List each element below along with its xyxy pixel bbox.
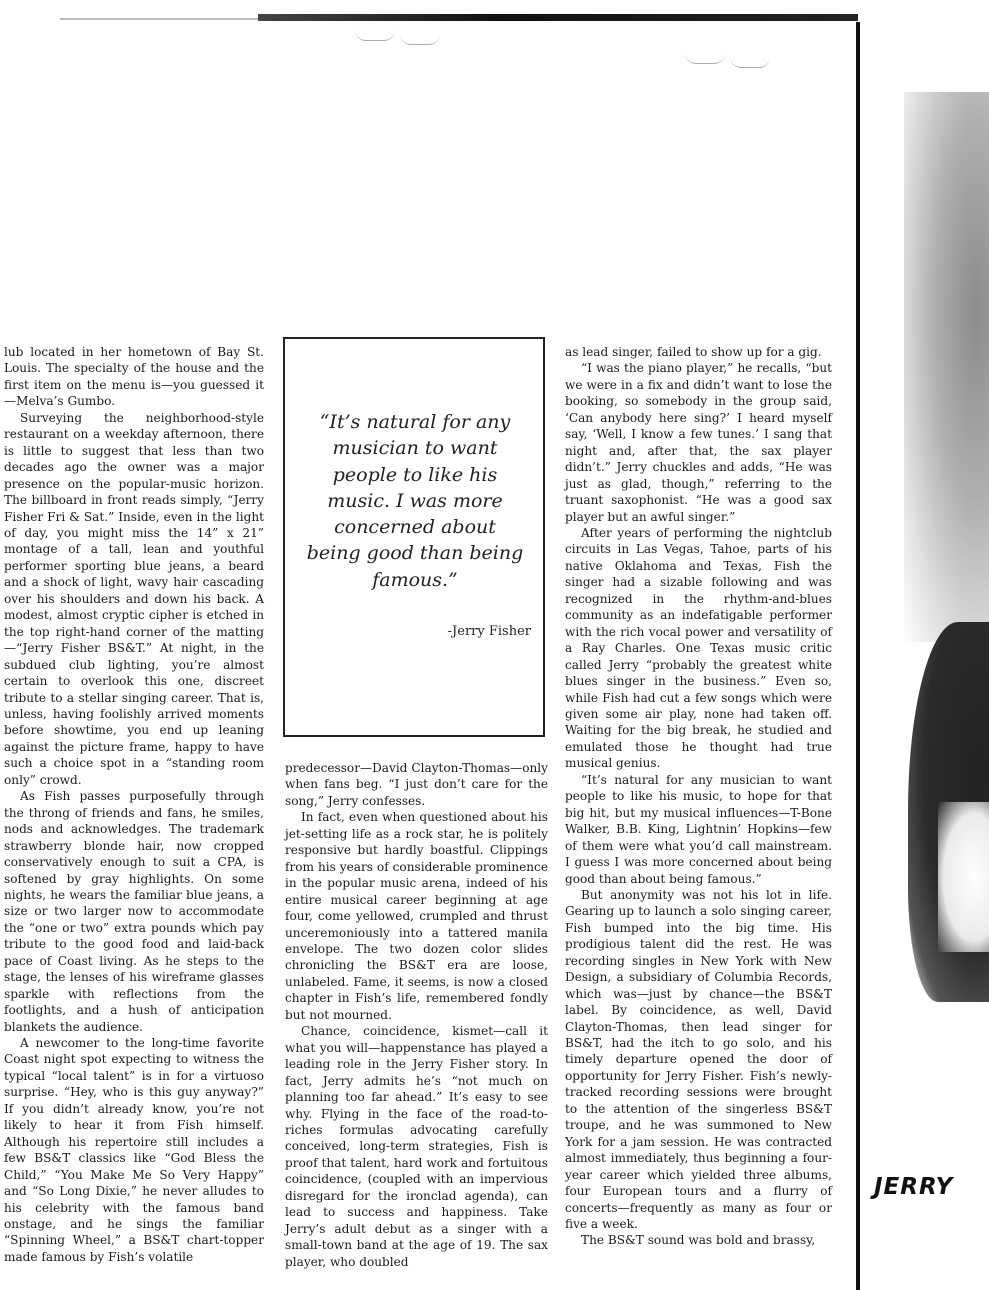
photo-highlight	[938, 802, 989, 952]
top-rule	[258, 14, 858, 21]
paragraph: “It’s natural for any musician to want people to like his music, to hope for that big hit, but my musical influences—T-Bone Walker, B.B. King, Lightnin’ Hopkins—few of them were what you’d call mainstream. I guess I was more concerned about being good than about being famous.”	[565, 772, 832, 886]
article-column-3	[565, 344, 832, 1249]
paragraph: After years of performing the nightclub circuits in Las Vegas, Tahoe, parts of his native Oklahoma and Texas, Fish the singer had a sizable following and was recognized in the rhythm-and-blues community as an indefatigable performer with the rich vocal power and versatility of a Ray Charles. One Texas music critic called Jerry “probably the greatest white blues singer in the business.” Even so, while Fish had cut a few songs which were given some air play, none had taken off. Waiting for the big break, he studied and emulated those he thought had true musical genius.	[565, 525, 832, 771]
pull-quote-text: “It’s natural for any musician to want people to like his music. I was more concerned about being good than being famous.”	[306, 411, 524, 591]
pull-quote-attribution: -Jerry Fisher	[447, 624, 531, 639]
pull-quote-box	[283, 337, 545, 737]
paragraph: “I was the piano player,” he recalls, “but we were in a fix and didn’t want to lose the booking, so somebody in the group said, ‘Can anybody here sing?’ I heard myself say, ‘Well, I know a few tunes.’ I sang that night and, after that, the sax player didn’t.” Jerry chuckles and adds, “He was just as glad, though,” referring to the truant saxophonist. “He was a good sax player but an awful singer.”	[565, 361, 832, 524]
article-column-2	[285, 760, 548, 1270]
photo-shadow	[904, 92, 989, 642]
paper-mark	[730, 57, 770, 68]
paragraph: as lead singer, failed to show up for a gig.	[565, 345, 822, 359]
paper-mark	[355, 30, 395, 41]
paper-mark	[685, 53, 725, 64]
article-column-1	[0, 344, 264, 1265]
paragraph: A newcomer to the long-time favorite Coast night spot expecting to witness the typical “local talent” is in for a virtuoso surprise. “Hey, who is this guy anyway?” If you didn’t already know, you’re not likely to hear it from Fish himself. Although his repertoire still includes a few BS&T classics like “God Bless the Child,” “You Make Me So Very Happy” and “So Long Dixie,” he never alludes to his celebrity with the famous band onstage, and he sings the familiar “Spinning Wheel,” a BS&T chart-topper made famous by Fish’s volatile	[4, 1036, 264, 1264]
paragraph: lub located in her hometown of Bay St. Louis. The specialty of the house and the first item on the menu is—you guessed it—Melva’s Gumbo.	[4, 345, 264, 409]
paragraph: Surveying the neighborhood-style restaurant on a weekday afternoon, there is little to suggest that less than two decades ago the owner was a major presence on the popular-music horizon. The billboard in front reads simply, “Jerry Fisher Fri & Sat.” Inside, even in the light of day, you might miss the 14” x 21” montage of a tall, lean and youthful performer sporting blue jeans, a beard and a shock of light, wavy hair cascading over his shoulders and down his back. A modest, almost cryptic cipher is etched in the top right-hand corner of the matting—“Jerry Fisher BS&T.” At night, in the subdued club lighting, you’re almost certain to overlook this one, discreet tribute to a stellar singing career. That is, unless, having foolishly arrived moments before showtime, you end up leaning against the picture frame, happy to have such a choice spot in a “standing room only” crowd.	[4, 410, 264, 787]
top-rule-thin	[60, 18, 260, 20]
paragraph: The BS&T sound was bold and brassy,	[581, 1233, 816, 1248]
paragraph: As Fish passes purposefully through the throng of friends and fans, he smiles, nods and acknowledges. The trademark strawberry blonde hair, now cropped conservatively enough to suit a CPA, is softened by gray highlights. On some nights, he wears the familiar blue jeans, a size or two larger now to accommodate the “one or two” extra pounds which pay tribute to the good food and laid-back pace of Coast living. As he steps to the stage, the lenses of his wireframe glasses sparkle with reflections from the footlights, and a hush of anticipation blankets the audience.	[4, 789, 264, 1034]
paragraph: predecessor—David Clayton-Thomas—only when fans beg. “I just don’t care for the song,” Jerry confesses.	[285, 761, 548, 808]
paragraph: In fact, even when questioned about his jet-setting life as a rock star, he is politely responsive but hardly boastful. Clippings from his years of considerable prominence in the popular music arena, indeed of his entire musical career beginning at age four, come yellowed, crumpled and thrust unceremoniously into a tattered manila envelope. The two dozen color slides chronicling the BS&T era are loose, unlabeled. Fame, it seems, is now a closed chapter in Fish’s life, remembered fondly but not mourned.	[285, 810, 548, 1022]
paragraph: But anonymity was not his lot in life. Gearing up to launch a solo singing career, Fish bumped into the big time. His prodigious talent did the rest. He was recording singles in New York with New Design, a subsidiary of Columbia Records, which was—just by chance—the BS&T label. By coincidence, as well, David Clayton-Thomas, then lead singer for BS&T, had the itch to go solo, and his timely departure opened the door of opportunity for Jerry Fisher. Fish’s newly-tracked recording sessions were brought to the attention of the singerless BS&T troupe, and he was summoned to New York for a jam session. He was contracted almost immediately, thus beginning a four-year career which yielded three albums, four European tours and a flurry of concerts—frequently as many as four or five a week.	[565, 887, 832, 1232]
paper-mark	[400, 34, 440, 45]
photo-caption: JERRY	[874, 1174, 954, 1200]
paragraph: Chance, coincidence, kismet—call it what you will—happenstance has played a leading role in the Jerry Fisher story. In fact, Jerry admits he’s “not much on planning too far ahead.” It’s easy to see why. Flying in the face of the road-to-riches formulas advocating carefully conceived, long-term strategies, Fish is proof that talent, hard work and fortuitous coincidence, (coupled with an impervious disregard for the ironclad agenda), can lead to success and happiness. Take Jerry’s adult debut as a singer with a small-town band at the age of 19. The sax player, who doubled	[285, 1024, 548, 1269]
facing-page-photo	[860, 22, 989, 1290]
